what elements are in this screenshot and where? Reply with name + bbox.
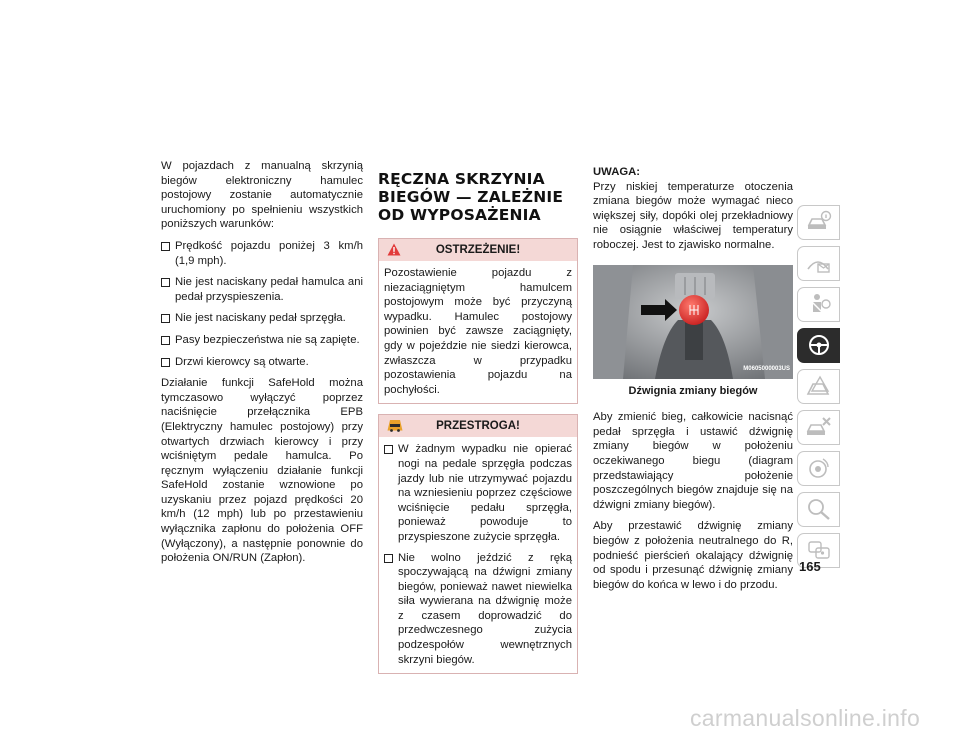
caution-header [379,415,577,437]
warning-title: OSTRZEŻENIE! [435,244,521,256]
checkbox-bullet-icon [384,445,393,454]
watermark: carmanualsonline.info [690,705,921,731]
note-text: Przy niskiej temperaturze otoczenia zmiana biegów może wymagać nieco większej siły, dopóki olej przekładniowy nie osiągnie właściwej temperatury roboczej. Jest to zjawisko normalne. [593,180,793,251]
list-item: W żadnym wypadku nie opierać nogi na pedale sprzęgła podczas jazdy lub nie utrzymywać pojazdu na wzniesieniu poprzez częściowe wciśnięcie pedału sprzęgła, ponieważ powoduje to przyspieszone zużycie sprzęgła. [384,442,572,544]
section-title: RĘCZNA SKRZYNIA BIEGÓW — ZALEŻNIE OD WYPOSAŻENIA [378,170,564,224]
checkbox-bullet-icon [161,242,170,251]
list-item: Nie jest naciskany pedał sprzęgła. [161,311,363,326]
list-item: Prędkość pojazdu poniżej 3 km/h (1,9 mph). [161,239,363,268]
warning-body [379,261,577,403]
caution-body [379,437,577,673]
warning-panel [378,238,578,404]
checkbox-bullet-icon [161,336,170,345]
checkbox-bullet-icon [161,314,170,323]
tab-service[interactable] [797,410,840,445]
car-service-icon [806,415,832,439]
tab-car-info[interactable] [797,205,840,240]
multimedia-icon [806,456,832,480]
left-column [161,159,363,573]
tab-safety[interactable] [797,287,840,322]
caution-title: PRZESTROGA! [436,420,520,433]
page-number: 165 [799,559,821,574]
warning-lights-icon [806,374,832,398]
seatbelt-airbag-icon [806,292,832,316]
tab-dashboard[interactable] [797,246,840,281]
car-caution-icon [387,419,403,432]
tab-index[interactable] [797,492,840,527]
checkbox-bullet-icon [161,278,170,287]
steering-wheel-icon [806,333,832,357]
chapter-tabs [797,205,840,574]
figure-caption: Dźwignia zmiany biegów [628,384,758,397]
list-item: Pasy bezpieczeństwa nie są zapięte. [161,333,363,348]
list-item: Nie jest naciskany pedał hamulca ani pedał przyspieszenia. [161,275,363,304]
tab-driving[interactable] [797,328,840,363]
dashboard-message-icon [806,251,832,275]
intro-paragraph: W pojazdach z manualną skrzynią biegów elektroniczny hamulec postojowy zostanie automatycznie uruchomiony po spełnieniu wszystkich poniższych warunków: [161,160,363,231]
search-index-icon [806,497,832,521]
tab-multimedia[interactable] [797,451,840,486]
note-label: UWAGA: [593,166,641,178]
warning-text: Pozostawienie pojazdu z niezaciągniętym hamulcem postojowym może być przyczyną wypadku. Hamulec postojowy powinien być zawsze zaciągnięty, gdy w pojeździe nie siedzi kierowca, zwłaszcza w przypadku pozostawienia pojazdu na pochyłości. [384,267,572,396]
car-info-icon [806,210,832,234]
shift-paragraph-1: Aby zmienić bieg, całkowicie nacisnąć pedał sprzęgła i ustawić dźwignię zmiany biegów w położeniu oczekiwanego biegu (diagram przedstawiający położenie poszczególnych biegów znajduje się na dźwigni zmiany biegów). [593,411,793,511]
shift-paragraph-2: Aby przestawić dźwignię zmiany biegów z położenia neutralnego do R, podnieść pierścień okalający dźwignię od spodu i przesunąć dźwignię zmiany biegów do końca w lewo i do przodu. [593,520,793,591]
safehold-paragraph: Działanie funkcji SafeHold można tymczasowo wyłączyć poprzez naciśnięcie przełącznika EPB (Elektryczny hamulec postojowy) przy otwartych drzwiach kierowcy i przy wciśniętym pedale hamulca. Po ręcznym wyłączeniu działanie funkcji SafeHold zostanie wznowione po uzyskaniu przez pojazd prędkości 20 km/h (12 mph) lub po przestawieniu wyłącznika zapłonu do położenia OFF (Wyłączony), a następnie ponownie do położenia ON/RUN (Zapłon). [161,377,363,565]
right-column [593,165,793,599]
checkbox-bullet-icon [161,358,170,367]
caution-panel [378,414,578,674]
list-item: Nie wolno jeździć z ręką spoczywającą na dźwigni zmiany biegów, ponieważ nawet niewielka siła wywierana na dźwignię może z czasem doprowadzić do przedwczesnego zużycia podzespołów wewnętrznych skrzyni biegów. [384,551,572,668]
checkbox-bullet-icon [384,554,393,563]
caution-list [384,442,572,667]
gear-shift-figure [593,265,793,379]
tab-warnings[interactable] [797,369,840,404]
warning-header [379,239,577,261]
figure-code: M0605000003US [743,365,790,372]
list-item: Drzwi kierowcy są otwarte. [161,355,363,370]
warning-triangle-icon [387,243,401,256]
middle-column [378,170,578,684]
conditions-list [161,239,363,369]
